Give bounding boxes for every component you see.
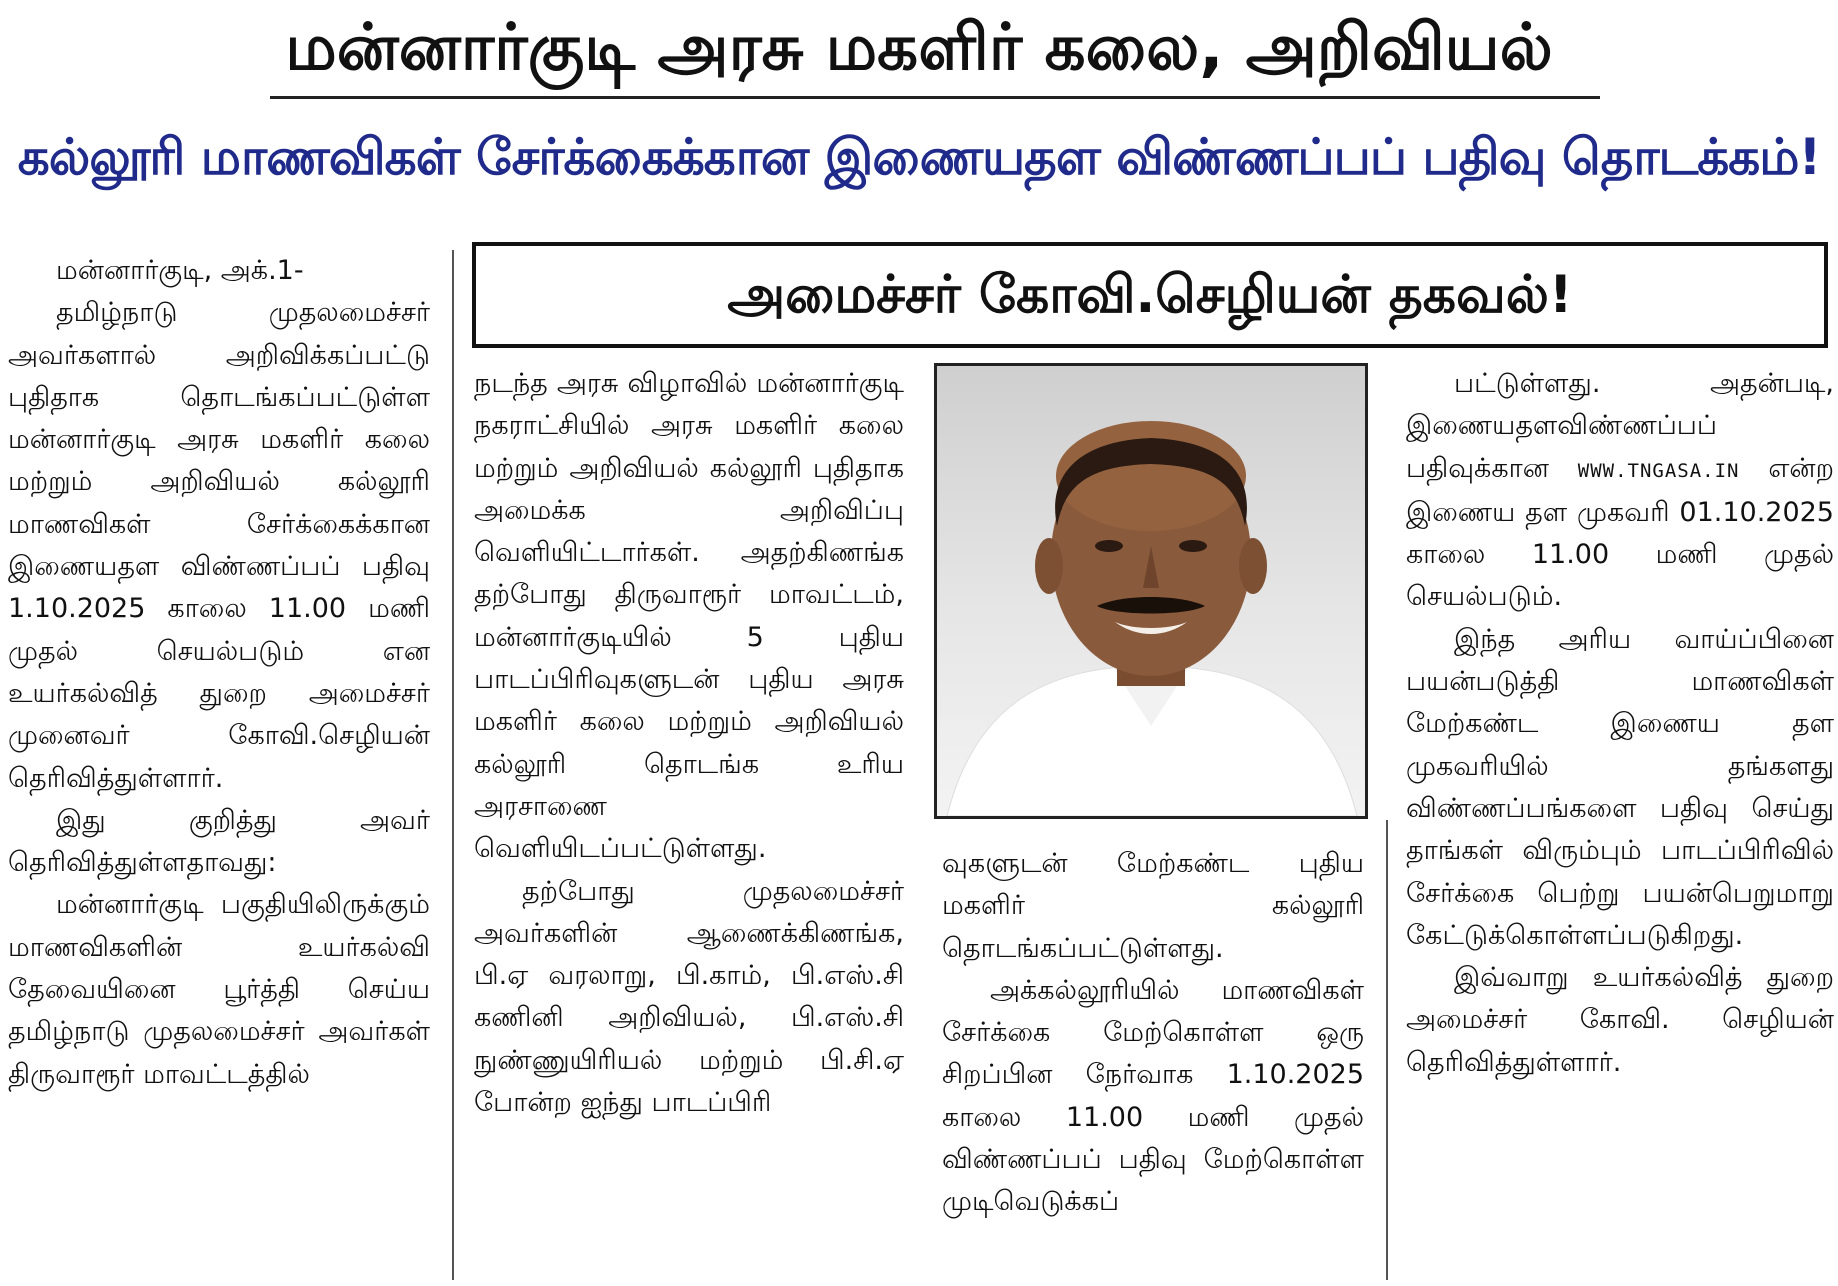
paragraph: இவ்வாறு உயர்கல்வித் துறை அமைச்சர் கோவி. செழியன் தெரிவித்துள்ளார். xyxy=(1406,962,1834,1078)
column-divider-1 xyxy=(452,250,454,1280)
article-column-4 xyxy=(1406,363,1834,1084)
paragraph: தமிழ்நாடு முதலமைச்சர் அவர்களால் அறிவிக்கப்பட்டு புதிதாக தொடங்கப்பட்டுள்ள மன்னார்குடி அரசு மகளிர் கலை மற்றும் அறிவியல் கல்லூரி மாணவிகள் சேர்க்கைக்கான இணையதள விண்ணப்பப் பதிவு 1.10.2025 காலை 11.00 மணி முதல் செயல்படும் என உயர்கல்வித் துறை அமைச்சர் முனைவர் கோவி.செழியன் தெரிவித்துள்ளார். xyxy=(8,297,430,794)
paragraph-text: பட்டுள்ளது. அதன்படி, இணையதளவிண்ணப்பப் பதிவுக்கான xyxy=(1406,368,1834,484)
minister-photo xyxy=(934,363,1368,819)
headline-line2: கல்லூரி மாணவிகள் சேர்க்கைக்கான இணையதள விண்ணப்பப் பதிவு தொடக்கம்! xyxy=(17,128,1821,186)
paragraph: மன்னார்குடி பகுதியிலிருக்கும் மாணவிகளின் உயர்கல்வி தேவையினை பூர்த்தி செய்ய தமிழ்நாடு முதலமைச்சர் அவர்கள் திருவாரூர் மாவட்டத்தில் xyxy=(8,889,430,1090)
paragraph: இது குறித்து அவர் தெரிவித்துள்ளதாவது: xyxy=(8,804,430,879)
article-column-3 xyxy=(942,843,1364,1224)
column-divider-3 xyxy=(1386,820,1388,1280)
paragraph: நடந்த அரசு விழாவில் மன்னார்குடி நகராட்சியில் அரசு மகளிர் கலை மற்றும் அறிவியல் கல்லூரி புதிதாக அமைக்க அறிவிப்பு வெளியிட்டார்கள். அதற்கிணங்க தற்போது திருவாரூர் மாவட்டம், மன்னார்குடியில் 5 புதிய பாடப்பிரிவுகளுடன் புதிய அரசு மகளிர் கலை மற்றும் அறிவியல் கல்லூரி தொடங்க உரிய அரசாணை வெளியிடப்பட்டுள்ளது. xyxy=(474,368,904,865)
portrait-image xyxy=(937,366,1365,816)
paragraph-text: என்ற இணைய தள முகவரி 01.10.2025 காலை 11.00 மணி முதல் செயல்படும். xyxy=(1406,452,1834,613)
paragraph: வுகளுடன் மேற்கண்ட புதிய மகளிர் கல்லூரி தொடங்கப்பட்டுள்ளது. xyxy=(942,848,1364,964)
subheadline-box: அமைச்சர் கோவி.செழியன் தகவல்! xyxy=(472,242,1828,348)
headline-rule xyxy=(270,96,1600,99)
dateline: மன்னார்குடி, அக்.1- xyxy=(56,255,304,286)
paragraph: அக்கல்லூரியில் மாணவிகள் சேர்க்கை மேற்கொள்ள ஒரு சிறப்பின நேர்வாக 1.10.2025 காலை 11.00 மணி முதல் விண்ணப்பப் பதிவு மேற்கொள்ள முடிவெடுக்கப் xyxy=(942,974,1364,1218)
article-column-1 xyxy=(8,250,430,1096)
paragraph: இந்த அரிய வாய்ப்பினை பயன்படுத்தி மாணவிகள் மேற்கண்ட இணைய தள முகவரியில் தங்களது விண்ணப்பங்களை பதிவு செய்து தாங்கள் விரும்பும் பாடப்பிரிவில் சேர்க்கை பெற்று பயன்பெறுமாறு கேட்டுக்கொள்ளப்படுகிறது. xyxy=(1406,623,1834,951)
headline-line1: மன்னார்குடி அரசு மகளிர் கலை, அறிவியல் xyxy=(285,11,1553,85)
paragraph xyxy=(1406,363,1834,619)
paragraph: தற்போது முதலமைச்சர் அவர்களின் ஆணைக்கிணங்க, பி.ஏ வரலாறு, பி.காம், பி.எஸ்.சி கணினி அறிவியல், பி.எஸ்.சி நுண்ணுயிரியல் மற்றும் பி.சி.ஏ போன்ற ஐந்து பாடப்பிரி xyxy=(474,875,904,1119)
article-column-2 xyxy=(474,363,904,1124)
website-url: WWW.TNGASA.IN xyxy=(1577,459,1740,482)
